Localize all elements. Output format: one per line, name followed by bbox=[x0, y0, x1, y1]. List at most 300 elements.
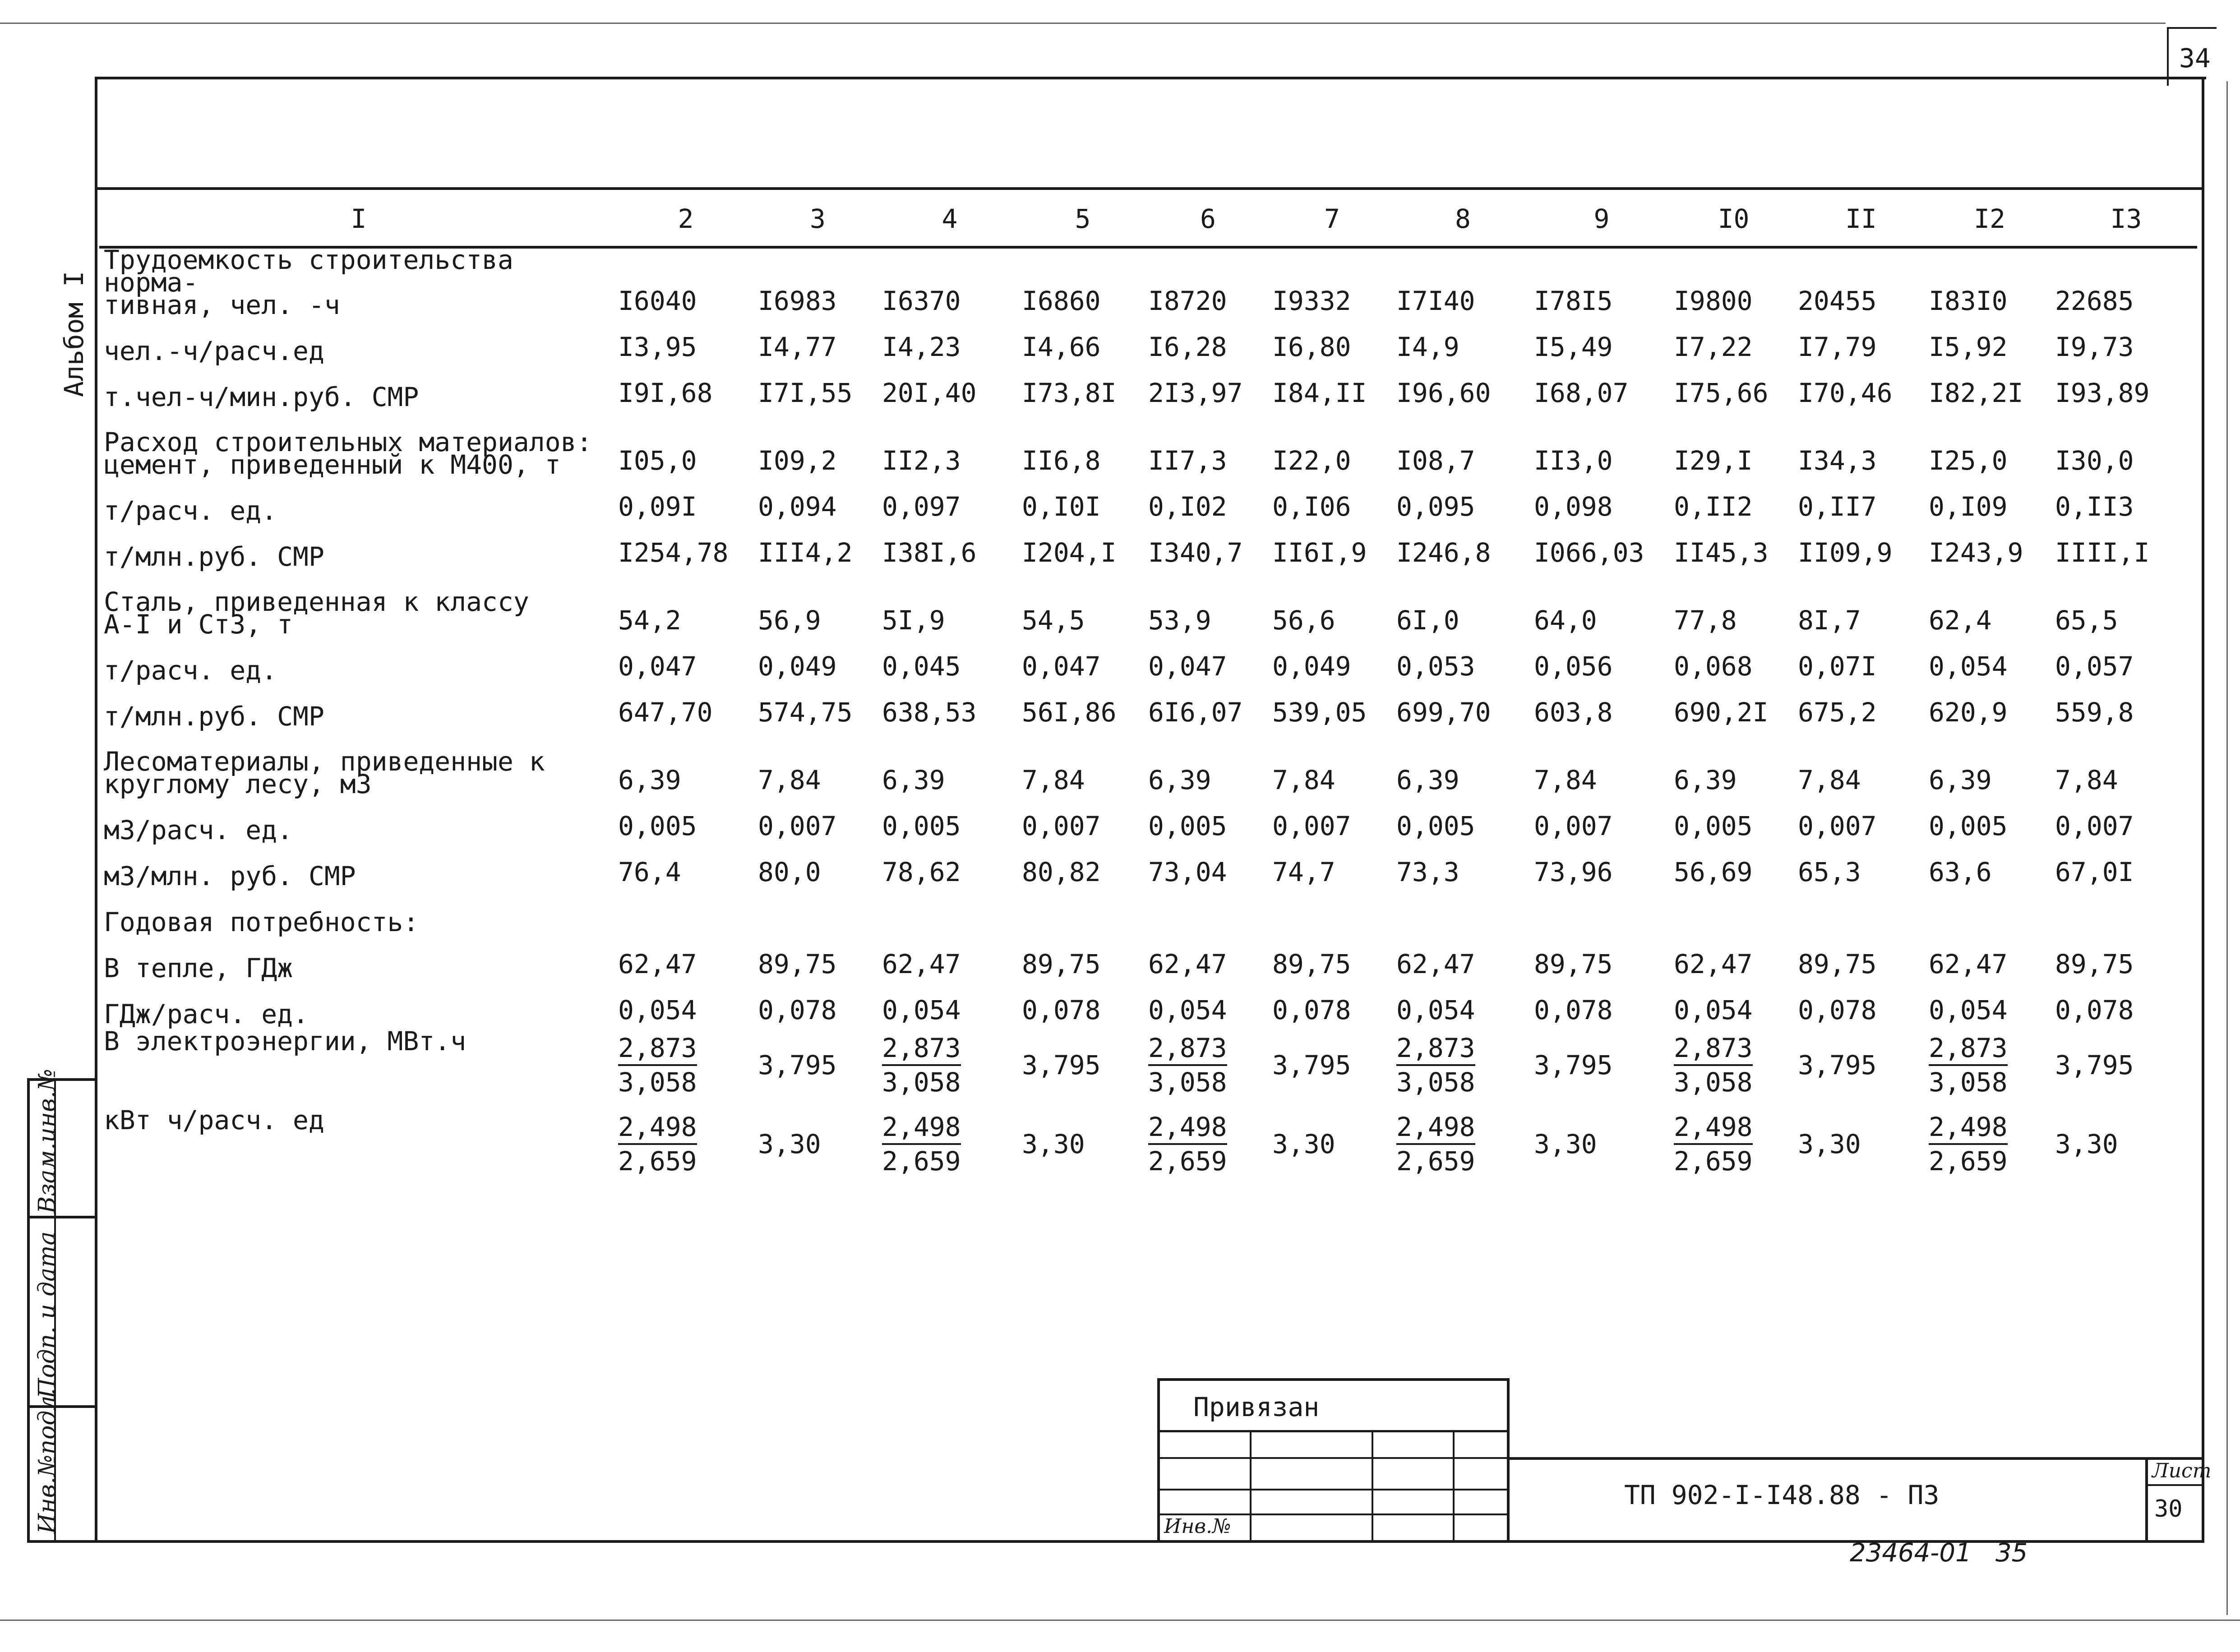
col-header: I0 bbox=[1718, 203, 1750, 234]
page-edge-right bbox=[2226, 81, 2228, 1615]
table-cell bbox=[753, 887, 878, 933]
table-row bbox=[99, 728, 2197, 795]
table-cell: I3,95 bbox=[618, 332, 697, 362]
fraction bbox=[1148, 1111, 1227, 1177]
table-cell: 56,69 bbox=[1674, 857, 1753, 887]
fraction-single: 3,30 bbox=[1534, 1128, 1597, 1159]
table-cell: I82,2I bbox=[1929, 378, 2023, 408]
table-cell bbox=[1268, 887, 1392, 933]
page-number-top: 34 bbox=[2179, 43, 2211, 74]
fraction-numerator: 2,498 bbox=[618, 1111, 697, 1145]
fraction bbox=[1396, 1111, 1475, 1177]
album-label: Альбом I bbox=[59, 271, 89, 397]
table-cell: 56,6 bbox=[1272, 605, 1335, 636]
table-cell: 0,007 bbox=[1022, 811, 1101, 841]
table-cell: I22,0 bbox=[1272, 445, 1351, 476]
table-cell: 56I,86 bbox=[1022, 697, 1117, 728]
stamp-cell-inv-orig: Инв.№подл. bbox=[34, 1388, 61, 1534]
table-cell: I254,78 bbox=[618, 537, 729, 568]
frame-right bbox=[2202, 77, 2204, 1543]
table-cell: I30,0 bbox=[2055, 445, 2134, 476]
table-cell: I9I,68 bbox=[618, 378, 713, 408]
row-label: м3/расч. ед. bbox=[104, 815, 293, 845]
fraction bbox=[618, 1032, 697, 1098]
table-cell: 80,82 bbox=[1022, 857, 1101, 887]
fraction-single: 3,795 bbox=[1272, 1049, 1351, 1080]
table-cell: 0,098 bbox=[1534, 491, 1613, 522]
fraction-single: 3,795 bbox=[758, 1049, 837, 1080]
table-cell bbox=[878, 1025, 1017, 1104]
table-cell: 0,007 bbox=[2055, 811, 2134, 841]
col-header: I bbox=[351, 203, 367, 234]
table-cell: 0,049 bbox=[758, 651, 837, 682]
table-cell: I34,3 bbox=[1798, 445, 1877, 476]
row-label: В электроэнергии, МВт.ч bbox=[104, 1026, 466, 1057]
table-cell: 0,II7 bbox=[1798, 491, 1877, 522]
table-cell: I066,03 bbox=[1534, 537, 1644, 568]
table-cell: 0,005 bbox=[1674, 811, 1753, 841]
sheet-label: Лист bbox=[2152, 1459, 2212, 1482]
table-cell: 0,068 bbox=[1674, 651, 1753, 682]
table-cell bbox=[2051, 1104, 2197, 1183]
table-cell: I4,23 bbox=[882, 332, 961, 362]
table-cell: 65,3 bbox=[1798, 857, 1861, 887]
col-header: II bbox=[1845, 203, 1877, 234]
table-cell: 22685 bbox=[2055, 286, 2134, 316]
table-cell: 7,84 bbox=[1534, 765, 1597, 795]
table-cell: 20455 bbox=[1798, 286, 1877, 316]
table-cell: 559,8 bbox=[2055, 697, 2134, 728]
col-header: 6 bbox=[1200, 203, 1216, 234]
tb-col-2 bbox=[1372, 1430, 1373, 1543]
column-number-row bbox=[99, 192, 2197, 247]
table-cell: 7,84 bbox=[758, 765, 821, 795]
table-cell: 0,078 bbox=[1022, 995, 1101, 1025]
fraction-numerator: 2,873 bbox=[1396, 1032, 1475, 1066]
table-cell: 54,5 bbox=[1022, 605, 1085, 636]
table-cell: I6370 bbox=[882, 286, 961, 316]
table-cell: 20I,40 bbox=[882, 378, 977, 408]
table-cell: 0,095 bbox=[1396, 491, 1475, 522]
fraction-denominator: 2,659 bbox=[618, 1145, 697, 1177]
table-cell: 7,84 bbox=[1798, 765, 1861, 795]
table-cell bbox=[878, 1104, 1017, 1183]
table-cell: 5I,9 bbox=[882, 605, 945, 636]
table-cell: 7,84 bbox=[2055, 765, 2118, 795]
tb-row-2 bbox=[1157, 1457, 1509, 1459]
table-cell: I08,7 bbox=[1396, 445, 1475, 476]
table-cell: I8720 bbox=[1148, 286, 1227, 316]
table-cell: 0,078 bbox=[1534, 995, 1613, 1025]
row-label: Сталь, приведенная к классу А-I и Ст3, т bbox=[104, 586, 529, 640]
table-cell: 0,005 bbox=[1148, 811, 1227, 841]
fraction-numerator: 2,498 bbox=[1674, 1111, 1753, 1145]
fraction bbox=[1929, 1111, 2008, 1177]
table-cell: II09,9 bbox=[1798, 537, 1893, 568]
table-cell: 0,054 bbox=[1396, 995, 1475, 1025]
table-cell: 0,054 bbox=[1929, 995, 2008, 1025]
table-cell bbox=[1793, 1025, 1924, 1104]
table-cell: III4,2 bbox=[758, 537, 853, 568]
table-cell: 62,47 bbox=[1929, 949, 2008, 979]
row-label: чел.-ч/расч.ед bbox=[104, 336, 324, 366]
table-cell: 64,0 bbox=[1534, 605, 1597, 636]
table-cell: 7,84 bbox=[1022, 765, 1085, 795]
fraction-numerator: 2,873 bbox=[882, 1032, 961, 1066]
fraction-numerator: 2,498 bbox=[882, 1111, 961, 1145]
table-cell bbox=[753, 1104, 878, 1183]
table-cell: I6,28 bbox=[1148, 332, 1227, 362]
fraction-denominator: 2,659 bbox=[1674, 1145, 1753, 1177]
fraction-numerator: 2,873 bbox=[618, 1032, 697, 1066]
fraction-denominator: 3,058 bbox=[1148, 1066, 1227, 1098]
row-label: Расход строительных материалов: цемент, приведенный к М400, т bbox=[104, 427, 592, 480]
table-cell: 647,70 bbox=[618, 697, 713, 728]
fraction bbox=[1396, 1032, 1475, 1098]
fraction-numerator: 2,873 bbox=[1929, 1032, 2008, 1066]
table-cell bbox=[1793, 1104, 1924, 1183]
row-label: Трудоемкость строительства норма- тивная, чел. -ч bbox=[104, 245, 513, 320]
fraction-denominator: 3,058 bbox=[882, 1066, 961, 1098]
table-cell: 76,4 bbox=[618, 857, 681, 887]
table-cell bbox=[753, 1025, 878, 1104]
table-cell: 0,056 bbox=[1534, 651, 1613, 682]
fraction-single: 3,795 bbox=[1022, 1049, 1101, 1080]
table-cell: 62,47 bbox=[1396, 949, 1475, 979]
row-label: т.чел-ч/мин.руб. СМР bbox=[104, 382, 419, 412]
table-cell: 7,84 bbox=[1272, 765, 1335, 795]
table-cell: 0,057 bbox=[2055, 651, 2134, 682]
col-header: I3 bbox=[2110, 203, 2142, 234]
table-row bbox=[99, 979, 2197, 1025]
row-label: ГДж/расч. ед. bbox=[104, 999, 309, 1029]
table-row bbox=[99, 841, 2197, 887]
table-cell: 73,96 bbox=[1534, 857, 1613, 887]
table-cell: 67,0I bbox=[2055, 857, 2134, 887]
table-cell: I7I,55 bbox=[758, 378, 853, 408]
col-header: 9 bbox=[1593, 203, 1610, 234]
table-cell: II6,8 bbox=[1022, 445, 1101, 476]
table-cell: I38I,6 bbox=[882, 537, 977, 568]
table-cell: 54,2 bbox=[618, 605, 681, 636]
row-label: кВт ч/расч. ед bbox=[104, 1105, 324, 1135]
table-cell: I96,60 bbox=[1396, 378, 1491, 408]
table-cell: 0,045 bbox=[882, 651, 961, 682]
table-cell: 6,39 bbox=[1148, 765, 1211, 795]
table-cell: I68,07 bbox=[1534, 378, 1629, 408]
table-row bbox=[99, 887, 2197, 933]
table-cell: I6,80 bbox=[1272, 332, 1351, 362]
stamp-cell-sign-date: Подп. и дата bbox=[34, 1231, 61, 1398]
tb-row-1 bbox=[1157, 1430, 1509, 1432]
table-cell bbox=[1392, 1025, 1529, 1104]
table-cell: I4,66 bbox=[1022, 332, 1101, 362]
table-cell: 574,75 bbox=[758, 697, 853, 728]
table-cell: 0,047 bbox=[1148, 651, 1227, 682]
table-cell: 89,75 bbox=[1798, 949, 1877, 979]
table-cell: 2I3,97 bbox=[1148, 378, 1243, 408]
table-cell: 56,9 bbox=[758, 605, 821, 636]
fraction bbox=[882, 1032, 961, 1098]
fraction-numerator: 2,498 bbox=[1148, 1111, 1227, 1145]
table-cell: 0,053 bbox=[1396, 651, 1475, 682]
fraction-denominator: 3,058 bbox=[1674, 1066, 1753, 1098]
table-cell: I93,89 bbox=[2055, 378, 2150, 408]
table-cell: 0,007 bbox=[1798, 811, 1877, 841]
table-cell: 0,I02 bbox=[1148, 491, 1227, 522]
table-cell: 0,054 bbox=[882, 995, 961, 1025]
frame-left bbox=[95, 77, 97, 1543]
table-cell: 80,0 bbox=[758, 857, 821, 887]
table-cell: I25,0 bbox=[1929, 445, 2008, 476]
table-cell: 0,07I bbox=[1798, 651, 1877, 682]
row-label: т/расч. ед. bbox=[104, 655, 277, 686]
stamp-left-edge bbox=[27, 1078, 30, 1543]
table-row bbox=[99, 795, 2197, 841]
table-cell: 6I6,07 bbox=[1148, 697, 1243, 728]
table-cell: 0,I06 bbox=[1272, 491, 1351, 522]
table-cell: II2,3 bbox=[882, 445, 961, 476]
table-cell bbox=[614, 1104, 753, 1183]
table-row bbox=[99, 362, 2197, 408]
row-label: м3/млн. руб. СМР bbox=[104, 861, 356, 891]
table-top-rule bbox=[95, 187, 2204, 190]
col-header: 5 bbox=[1075, 203, 1091, 234]
fraction-single: 3,30 bbox=[758, 1128, 821, 1159]
fraction-denominator: 2,659 bbox=[1148, 1145, 1227, 1177]
table-cell: 89,75 bbox=[2055, 949, 2134, 979]
table-cell: I6040 bbox=[618, 286, 697, 316]
fraction-single: 3,30 bbox=[1272, 1128, 1335, 1159]
tb-col-3 bbox=[1453, 1430, 1455, 1543]
fraction bbox=[1148, 1032, 1227, 1098]
table-cell bbox=[1529, 887, 1669, 933]
table-cell: II45,3 bbox=[1674, 537, 1769, 568]
col-header: 2 bbox=[678, 203, 694, 234]
table-cell: 0,054 bbox=[1148, 995, 1227, 1025]
table-cell: 62,47 bbox=[1674, 949, 1753, 979]
table-cell: I5,92 bbox=[1929, 332, 2008, 362]
table-cell: 0,005 bbox=[1929, 811, 2008, 841]
row-label: В тепле, ГДж bbox=[104, 953, 293, 983]
table-cell: I6860 bbox=[1022, 286, 1101, 316]
table-row bbox=[99, 933, 2197, 979]
resource-table bbox=[99, 192, 2197, 1183]
tb-mid-vertical bbox=[1507, 1378, 1510, 1543]
fraction-denominator: 3,058 bbox=[618, 1066, 697, 1098]
table-cell: 62,47 bbox=[618, 949, 697, 979]
table-cell: 74,7 bbox=[1272, 857, 1335, 887]
table-cell: I29,I bbox=[1674, 445, 1753, 476]
table-cell: 0,I0I bbox=[1022, 491, 1101, 522]
table-cell bbox=[1529, 1025, 1669, 1104]
table-cell bbox=[1793, 887, 1924, 933]
table-cell: I73,8I bbox=[1022, 378, 1117, 408]
table-cell: 89,75 bbox=[1022, 949, 1101, 979]
table-cell bbox=[1144, 1025, 1268, 1104]
table-cell bbox=[1268, 1025, 1392, 1104]
inv-no-label: Инв.№ bbox=[1164, 1515, 1231, 1538]
table-row bbox=[99, 316, 2197, 362]
fraction-denominator: 3,058 bbox=[1396, 1066, 1475, 1098]
col-header: I2 bbox=[1974, 203, 2005, 234]
table-cell: 77,8 bbox=[1674, 605, 1737, 636]
table-cell: 8I,7 bbox=[1798, 605, 1861, 636]
table-cell: 0,054 bbox=[618, 995, 697, 1025]
table-cell bbox=[878, 887, 1017, 933]
table-cell: 62,47 bbox=[882, 949, 961, 979]
fraction bbox=[1674, 1032, 1753, 1098]
table-cell: 0,054 bbox=[1929, 651, 2008, 682]
table-cell: II6I,9 bbox=[1272, 537, 1367, 568]
table-cell: 0,078 bbox=[2055, 995, 2134, 1025]
table-cell bbox=[614, 1025, 753, 1104]
table-cell: I9332 bbox=[1272, 286, 1351, 316]
table-cell: 690,2I bbox=[1674, 697, 1769, 728]
table-cell: II7,3 bbox=[1148, 445, 1227, 476]
table-cell: I05,0 bbox=[618, 445, 697, 476]
tb-row-3 bbox=[1157, 1489, 1509, 1490]
table-cell bbox=[1669, 1025, 1793, 1104]
fraction-single: 3,30 bbox=[1798, 1128, 1861, 1159]
table-cell: I5,49 bbox=[1534, 332, 1613, 362]
bottom-stamp-number: 23464-01 35 bbox=[1850, 1538, 2028, 1568]
table-cell: 6,39 bbox=[1396, 765, 1459, 795]
table-cell: 0,049 bbox=[1272, 651, 1351, 682]
table-cell: IIII,I bbox=[2055, 537, 2150, 568]
table-cell: 638,53 bbox=[882, 697, 977, 728]
table-cell bbox=[1924, 887, 2051, 933]
table-cell bbox=[2051, 887, 2197, 933]
table-cell: 0,I09 bbox=[1929, 491, 2008, 522]
table-cell: 6,39 bbox=[618, 765, 681, 795]
table-cell: I7I40 bbox=[1396, 286, 1475, 316]
table-cell: 6I,0 bbox=[1396, 605, 1459, 636]
fraction-numerator: 2,498 bbox=[1929, 1111, 2008, 1145]
table-cell: I09,2 bbox=[758, 445, 837, 476]
row-label: т/млн.руб. СМР bbox=[104, 541, 324, 572]
table-cell: I9800 bbox=[1674, 286, 1753, 316]
table-cell bbox=[1392, 1104, 1529, 1183]
col-header: 4 bbox=[942, 203, 958, 234]
frame-top bbox=[95, 77, 2206, 79]
table-cell: 0,007 bbox=[1272, 811, 1351, 841]
table-cell: 675,2 bbox=[1798, 697, 1877, 728]
tb-col-1 bbox=[1250, 1430, 1252, 1543]
table-cell: 53,9 bbox=[1148, 605, 1211, 636]
document-designation: ТП 902-I-I48.88 - ПЗ bbox=[1624, 1480, 1940, 1510]
table-cell: I75,66 bbox=[1674, 378, 1769, 408]
sheet-number: 30 bbox=[2154, 1495, 2183, 1523]
table-cell: 73,04 bbox=[1148, 857, 1227, 887]
col-header: 7 bbox=[1324, 203, 1340, 234]
row-label: Годовая потребность: bbox=[104, 907, 419, 937]
table-cell: I7,22 bbox=[1674, 332, 1753, 362]
fraction bbox=[1674, 1111, 1753, 1177]
table-row bbox=[99, 476, 2197, 522]
tb-left bbox=[1157, 1378, 1160, 1543]
table-cell: 0,09I bbox=[618, 491, 697, 522]
fraction-numerator: 2,873 bbox=[1148, 1032, 1227, 1066]
table-cell bbox=[1392, 887, 1529, 933]
table-cell: 0,005 bbox=[618, 811, 697, 841]
tb-designation-top bbox=[1507, 1457, 2204, 1460]
privyazan-label: Привязан bbox=[1193, 1392, 1320, 1422]
table-cell bbox=[1924, 1104, 2051, 1183]
table-cell: 78,62 bbox=[882, 857, 961, 887]
table-cell bbox=[1268, 1104, 1392, 1183]
table-row bbox=[99, 1025, 2197, 1104]
table-cell bbox=[1669, 887, 1793, 933]
table-cell: I70,46 bbox=[1798, 378, 1893, 408]
table-cell bbox=[1017, 887, 1144, 933]
table-row bbox=[99, 682, 2197, 728]
row-label: т/млн.руб. СМР bbox=[104, 701, 324, 732]
table-cell: 0,II3 bbox=[2055, 491, 2134, 522]
table-cell: I4,9 bbox=[1396, 332, 1459, 362]
row-label: т/расч. ед. bbox=[104, 495, 277, 526]
table-cell: 62,47 bbox=[1148, 949, 1227, 979]
table-cell: 603,8 bbox=[1534, 697, 1613, 728]
table-cell: 63,6 bbox=[1929, 857, 1992, 887]
table-cell bbox=[1924, 1025, 2051, 1104]
table-cell: I4,77 bbox=[758, 332, 837, 362]
table-cell: 62,4 bbox=[1929, 605, 1992, 636]
fraction-numerator: 2,873 bbox=[1674, 1032, 1753, 1066]
table-cell bbox=[614, 887, 753, 933]
table-cell: 620,9 bbox=[1929, 697, 2008, 728]
table-cell: I246,8 bbox=[1396, 537, 1491, 568]
table-cell: 0,II2 bbox=[1674, 491, 1753, 522]
fraction-denominator: 2,659 bbox=[882, 1145, 961, 1177]
col-header: 3 bbox=[810, 203, 826, 234]
table-cell: 6,39 bbox=[882, 765, 945, 795]
table-cell: I9,73 bbox=[2055, 332, 2134, 362]
table-cell: 6,39 bbox=[1674, 765, 1737, 795]
table-cell bbox=[1017, 1025, 1144, 1104]
table-cell: 6,39 bbox=[1929, 765, 1992, 795]
page-number-box-top bbox=[2167, 27, 2217, 29]
table-cell: 89,75 bbox=[1272, 949, 1351, 979]
fraction bbox=[882, 1111, 961, 1177]
page-edge-top bbox=[0, 23, 2166, 24]
tb-sheet-divider bbox=[2145, 1484, 2204, 1486]
table-row bbox=[99, 408, 2197, 476]
table-cell: 73,3 bbox=[1396, 857, 1459, 887]
fraction-single: 3,30 bbox=[1022, 1128, 1085, 1159]
fraction bbox=[1929, 1032, 2008, 1098]
table-cell: 0,078 bbox=[1272, 995, 1351, 1025]
table-cell: 0,054 bbox=[1674, 995, 1753, 1025]
table-row bbox=[99, 568, 2197, 636]
table-row bbox=[99, 636, 2197, 682]
fraction-single: 3,795 bbox=[1534, 1049, 1613, 1080]
table-cell bbox=[1017, 1104, 1144, 1183]
table-cell: 89,75 bbox=[758, 949, 837, 979]
table-cell: 0,094 bbox=[758, 491, 837, 522]
table-cell: 699,70 bbox=[1396, 697, 1491, 728]
stamp-divider-1 bbox=[27, 1216, 97, 1218]
table-cell bbox=[1529, 1104, 1669, 1183]
fraction bbox=[618, 1111, 697, 1177]
table-cell bbox=[2051, 1025, 2197, 1104]
table-cell: 0,007 bbox=[758, 811, 837, 841]
table-cell: 0,078 bbox=[758, 995, 837, 1025]
table-cell: 0,007 bbox=[1534, 811, 1613, 841]
table-cell bbox=[1144, 1104, 1268, 1183]
col-header: 8 bbox=[1455, 203, 1471, 234]
fraction-single: 3,795 bbox=[2055, 1049, 2134, 1080]
